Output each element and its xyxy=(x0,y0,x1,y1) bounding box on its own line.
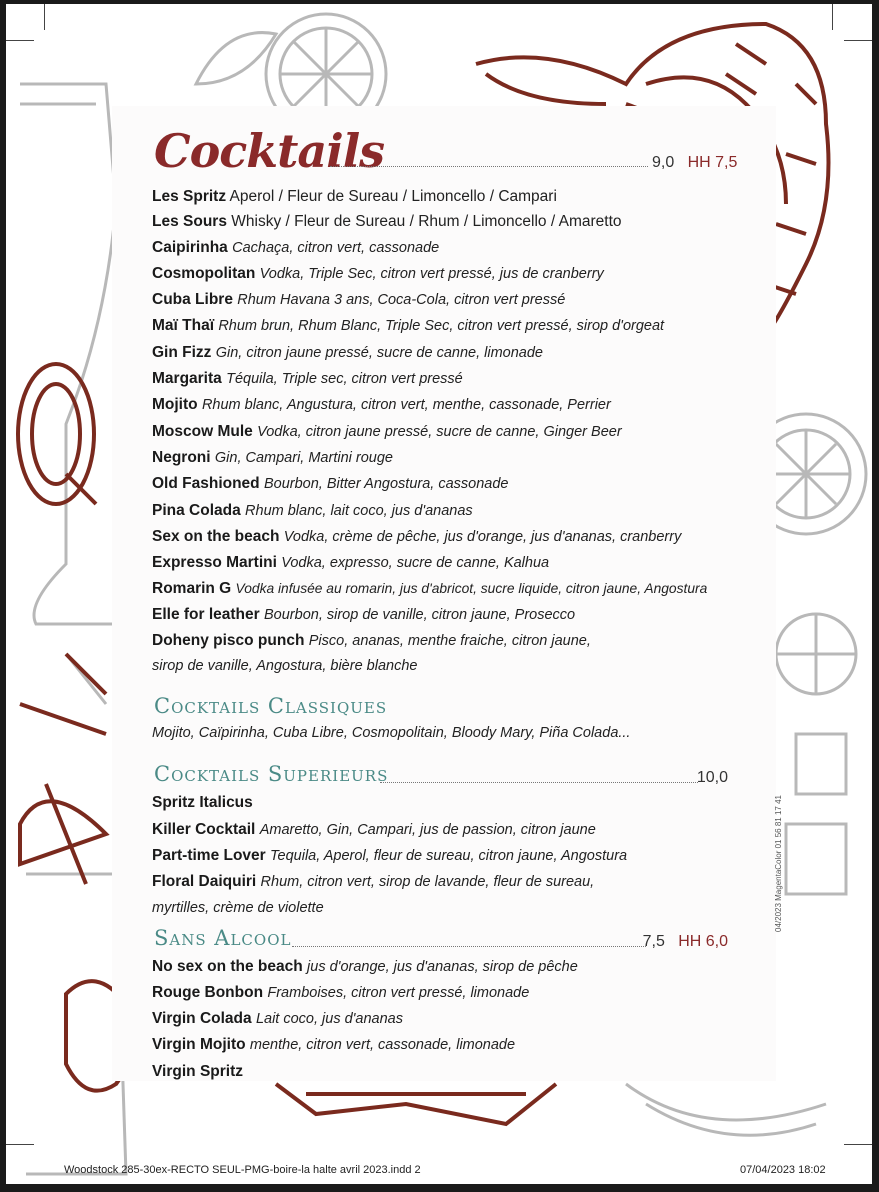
item-desc: Tequila, Aperol, fleur de sureau, citron jaune, Angostura xyxy=(270,847,628,864)
item-desc: Vodka, citron jaune pressé, sucre de canne, Ginger Beer xyxy=(257,423,622,440)
item-desc: Rhum blanc, Angustura, citron vert, menthe, cassonade, Perrier xyxy=(201,397,611,414)
item-desc: Vodka infusée au romarin, jus d'abricot, sucre liquide, citron jaune, Angostura xyxy=(235,581,708,597)
menu-item xyxy=(152,498,728,524)
item-desc: Vodka, expresso, sucre de canne, Kalhua xyxy=(281,555,550,572)
print-date: 07/04/2023 18:02 xyxy=(740,1164,826,1176)
item-desc-continued: myrtilles, crème de violette xyxy=(152,899,324,916)
item-desc: Vodka, crème de pêche, jus d'orange, jus d'ananas, cranberry xyxy=(283,528,682,545)
sans-alcool-price xyxy=(643,933,728,951)
item-name: Les Spritz xyxy=(152,188,227,205)
item-name: Moscow Mule xyxy=(152,422,253,440)
item-name: Virgin Spritz xyxy=(152,1062,244,1080)
item-desc: Vodka, Triple Sec, citron vert pressé, jus de cranberry xyxy=(259,265,604,282)
item-desc: Rhum Havana 3 ans, Coca-Cola, citron vert pressé xyxy=(237,292,566,309)
menu-item xyxy=(152,445,728,471)
item-name: Virgin Mojito xyxy=(152,1036,246,1054)
menu-sheet xyxy=(6,4,872,1184)
item-name: Part-time Lover xyxy=(152,846,266,864)
sans-alcool-list xyxy=(152,954,728,1085)
menu-item xyxy=(152,576,728,601)
section-title: Sans Alcool xyxy=(154,925,292,950)
menu-item xyxy=(152,340,728,366)
menu-item xyxy=(152,869,728,895)
happy-hour-price: HH 7,5 xyxy=(687,154,738,171)
section-title: Cocktails Superieurs xyxy=(154,762,389,787)
section-title: Cocktails Classiques xyxy=(154,694,388,719)
menu-item xyxy=(152,980,728,1006)
item-desc: Bourbon, Bitter Angostura, cassonade xyxy=(263,476,509,493)
item-desc: Gin, Campari, Martini rouge xyxy=(214,449,393,466)
item-name: Old Fashioned xyxy=(152,475,260,493)
item-desc: Gin, citron jaune pressé, sucre de canne, limonade xyxy=(215,344,543,361)
item-desc: Whisky / Fleur de Sureau / Rhum / Limoncello / Amaretto xyxy=(231,213,622,231)
menu-item xyxy=(152,209,728,234)
item-name: Mojito xyxy=(152,396,198,414)
price-value: 7,5 xyxy=(642,932,665,950)
item-name: Cosmopolitan xyxy=(152,264,256,282)
menu-item xyxy=(152,602,728,628)
printer-mark: 04/2023 MagentaColor 01 56 81 17 41 xyxy=(774,795,783,932)
item-name: Doheny pisco punch xyxy=(152,632,305,650)
menu-item xyxy=(152,843,728,869)
item-desc: Rhum brun, Rhum Blanc, Triple Sec, citron vert pressé, sirop d'orgeat xyxy=(218,318,665,335)
menu-item xyxy=(152,184,728,209)
menu-item xyxy=(152,1006,728,1032)
superieurs-header xyxy=(152,756,728,790)
item-name: Sex on the beach xyxy=(152,527,280,545)
price-leader xyxy=(380,782,698,783)
item-desc: Rhum blanc, lait coco, jus d'ananas xyxy=(245,502,473,519)
menu-item xyxy=(152,817,728,843)
price-value: 9,0 xyxy=(652,154,675,171)
item-name: No sex on the beach xyxy=(152,957,303,975)
menu-item xyxy=(152,366,728,392)
price-leader xyxy=(330,166,648,167)
sans-alcool-header xyxy=(152,920,728,954)
menu-item xyxy=(152,287,728,313)
item-name: Margarita xyxy=(152,370,222,388)
item-name: Expresso Martini xyxy=(152,554,277,572)
menu-item xyxy=(152,550,728,576)
menu-item xyxy=(152,1059,728,1085)
print-filename: Woodstock 285-30ex-RECTO SEUL-PMG-boire-la halte avril 2023.indd 2 xyxy=(64,1164,421,1176)
item-name: Spritz Italicus xyxy=(152,794,253,812)
item-name: Elle for leather xyxy=(152,605,260,623)
classiques-header xyxy=(152,688,728,722)
menu-item xyxy=(152,524,728,550)
item-desc: Cachaça, citron vert, cassonade xyxy=(232,239,440,256)
item-name: Cuba Libre xyxy=(152,291,233,309)
cocktails-header xyxy=(152,124,738,184)
superieurs-price: 10,0 xyxy=(696,769,728,787)
cocktail-list xyxy=(152,184,728,678)
menu-item xyxy=(152,1032,728,1058)
menu-item xyxy=(152,954,728,980)
happy-hour-price: HH 6,0 xyxy=(678,932,728,950)
item-desc: Lait coco, jus d'ananas xyxy=(255,1011,403,1028)
page-title: Cocktails xyxy=(154,124,385,178)
item-desc-continued: sirop de vanille, Angostura, bière blanche xyxy=(152,658,418,675)
cocktails-price xyxy=(652,154,737,172)
menu-item xyxy=(152,261,728,287)
item-name: Pina Colada xyxy=(152,501,241,519)
item-name: Maï Thaï xyxy=(152,317,215,335)
item-name: Negroni xyxy=(152,448,211,466)
menu-item xyxy=(152,471,728,497)
superieurs-list xyxy=(152,790,728,919)
item-desc: Téquila, Triple sec, citron vert pressé xyxy=(226,371,463,388)
menu-item xyxy=(152,790,728,816)
menu-content xyxy=(152,124,738,1085)
menu-item xyxy=(152,628,728,654)
item-name: Rouge Bonbon xyxy=(152,983,264,1001)
item-name: Floral Daiquiri xyxy=(152,873,257,891)
item-name: Virgin Colada xyxy=(152,1010,252,1028)
classiques-list: Mojito, Caïpirinha, Cuba Libre, Cosmopolitain, Bloody Mary, Piña Colada... xyxy=(152,725,631,742)
item-desc: Framboises, citron vert pressé, limonade xyxy=(267,984,530,1001)
item-name: Gin Fizz xyxy=(152,343,212,361)
item-name: Caipirinha xyxy=(152,238,228,256)
menu-item xyxy=(152,419,728,445)
item-name: Romarin G xyxy=(152,580,232,598)
item-desc: menthe, citron vert, cassonade, limonade xyxy=(249,1037,516,1054)
item-desc: Pisco, ananas, menthe fraiche, citron jaune, xyxy=(308,633,591,650)
item-name: Killer Cocktail xyxy=(152,820,256,838)
item-desc: Bourbon, sirop de vanille, citron jaune, Prosecco xyxy=(264,606,576,623)
item-desc: Aperol / Fleur de Sureau / Limoncello / Campari xyxy=(229,188,557,205)
item-name: Les Sours xyxy=(152,213,227,231)
menu-item xyxy=(152,313,728,339)
menu-item xyxy=(152,392,728,418)
item-desc: jus d'orange, jus d'ananas, sirop de pêche xyxy=(307,958,578,975)
item-desc: Rhum, citron vert, sirop de lavande, fleur de sureau, xyxy=(260,874,595,891)
menu-item xyxy=(152,235,728,261)
price-leader xyxy=(292,946,646,947)
item-desc: Amaretto, Gin, Campari, jus de passion, citron jaune xyxy=(259,821,596,838)
